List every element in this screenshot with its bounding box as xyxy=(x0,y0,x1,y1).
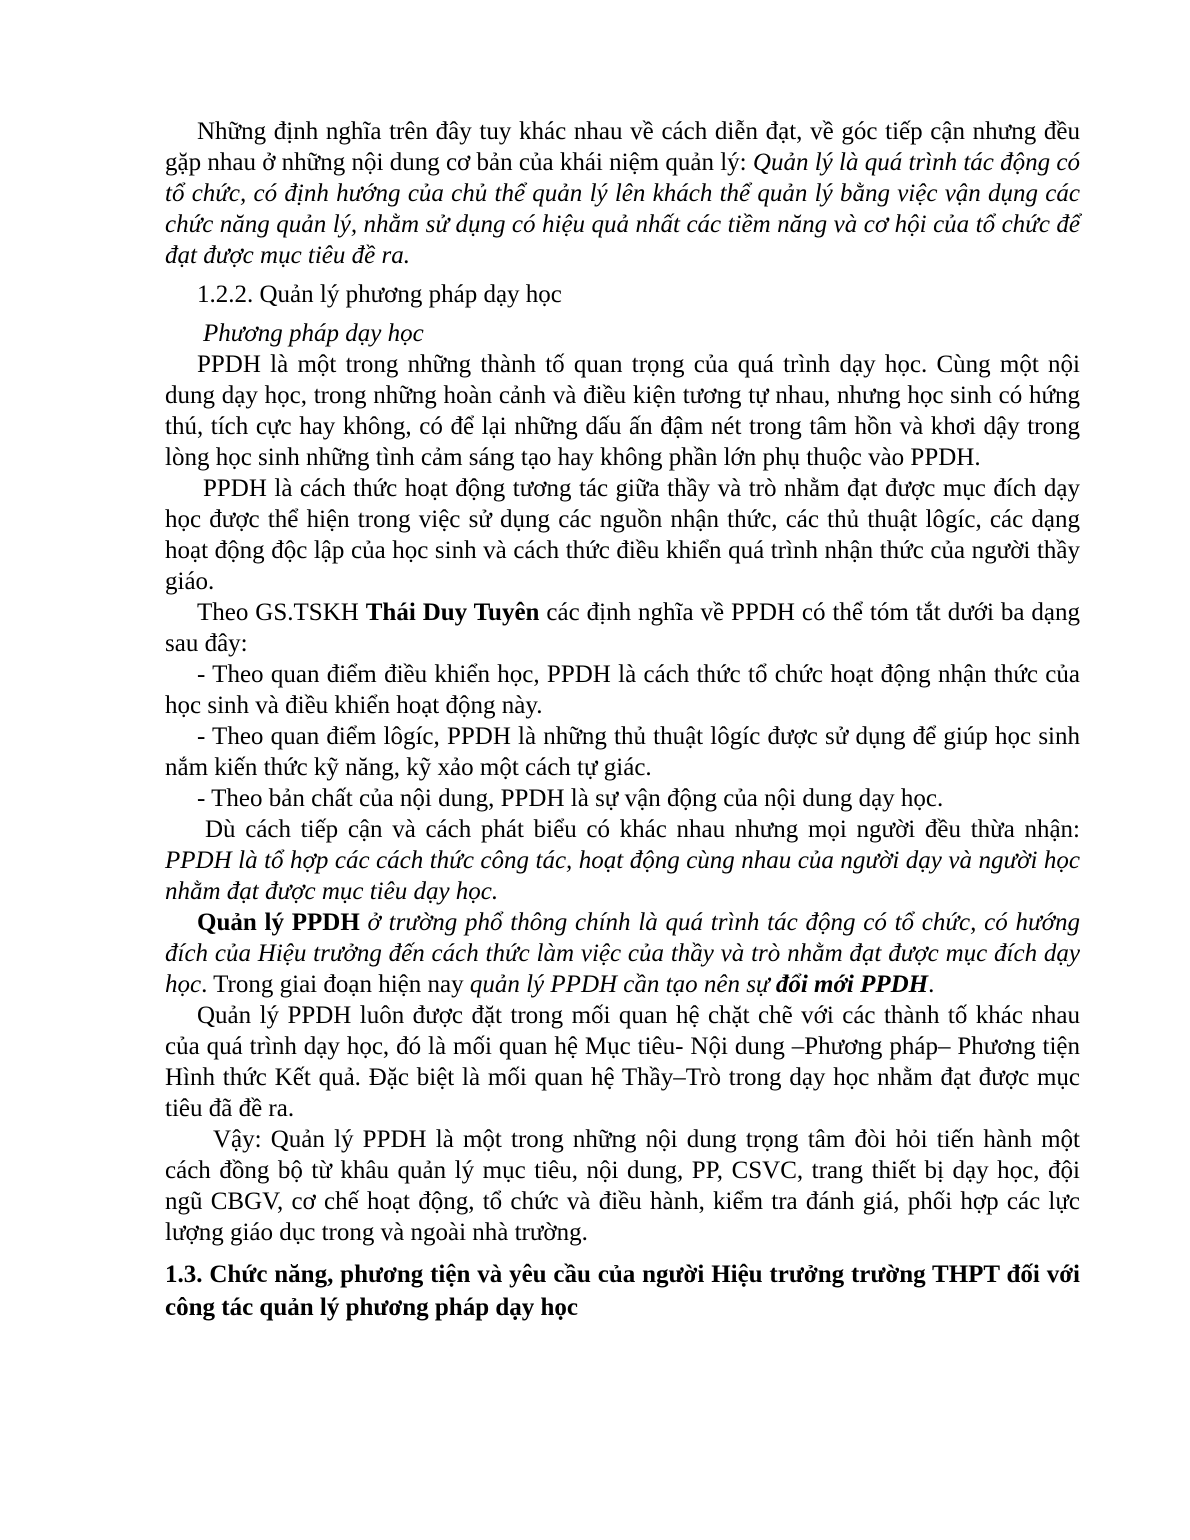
subheading-teaching-methods xyxy=(165,318,1080,349)
bullet-logic-view: - Theo quan điểm lôgíc, PPDH là những thủ thuật lôgíc được sử dụng để giúp học sinh nắm kiến thức kỹ năng, kỹ xảo một cách tự giác. xyxy=(165,723,1080,781)
paragraph-text: Theo GS.TSKH xyxy=(197,599,366,626)
emphasized-definition: Quản lý là quá trình tác động có tổ chức, có định hướng của chủ thể quản lý lên khách thể quản lý bằng việc vận dụng các chức năng quản lý, nhằm sử dụng có hiệu quả nhất các tiềm năng và cơ hội của tổ chức để đạt được mục tiêu đề ra. xyxy=(165,149,1080,269)
paragraph-text: các định nghĩa về PPDH có thể tóm tắt dưới ba dạng sau đây: xyxy=(165,599,1080,657)
emphasized-text: ở trường phổ thông chính là quá trình tác động có tổ chức, có hướng đích của Hiệu trưởng đến cách thức làm việc của thầy và trò nhằm đạt được mục đích dạy học xyxy=(165,909,1080,998)
section-heading-1-3: 1.3. Chức năng, phương tiện và yêu cầu của người Hiệu trưởng trường THPT đối với công tác quản lý phương pháp dạy học xyxy=(165,1261,1080,1321)
paragraph-consensus xyxy=(165,814,1080,907)
bullet-cybernetics-view: - Theo quan điểm điều khiển học, PPDH là cách thức tổ chức hoạt động nhận thức của học sinh và điều khiển hoạt động này. xyxy=(165,661,1080,719)
paragraph-text: Dù cách tiếp cận và cách phát biểu có khác nhau nhưng mọi người đều thừa nhận: xyxy=(205,816,1080,843)
paragraph-management-definition xyxy=(165,116,1080,271)
term-bold: Quản lý PPDH xyxy=(197,909,360,936)
paragraph-text: Những định nghĩa trên đây tuy khác nhau về cách diễn đạt, về góc tiếp cận nhưng đều gặp nhau ở những nội dung cơ bản của khái niệm quản lý: xyxy=(165,118,1080,176)
paragraph-text: . xyxy=(928,971,935,998)
term-bold-italic xyxy=(776,971,928,998)
paragraph-text: . Trong giai đoạn hiện nay xyxy=(201,971,470,998)
document-page xyxy=(165,116,1080,1324)
term-bold-italic-text: đổi mới PPDH xyxy=(775,971,929,998)
subheading-text: Phương pháp dạy học xyxy=(203,320,424,347)
paragraph-ppdh-importance: PPDH là một trong những thành tố quan trọng của quá trình dạy học. Cùng một nội dung dạy học, trong những hoàn cảnh và điều kiện tương tự nhau, nhưng học sinh có hứng thú, tích cực hay không, có để lại những dấu ấn đậm nét trong tâm hồn và khơi dậy trong lòng học sinh những tình cảm sáng tạo hay không phần lớn phụ thuộc vào PPDH. xyxy=(165,351,1080,471)
paragraph-ppdh-interaction: PPDH là cách thức hoạt động tương tác giữa thầy và trò nhằm đạt được mục đích dạy học được thể hiện trong việc sử dụng các nguồn nhận thức, các thủ thuật lôgíc, các dạng hoạt động độc lập của học sinh và cách thức điều khiển quá trình nhận thức của người thầy giáo. xyxy=(165,475,1080,595)
emphasized-text: quản lý PPDH cần tạo nên sự xyxy=(469,971,776,998)
paragraph-ppdh-management xyxy=(165,907,1080,1000)
bullet-content-view: - Theo bản chất của nội dung, PPDH là sự vận động của nội dung dạy học. xyxy=(197,785,944,812)
paragraph-relationships: Quản lý PPDH luôn được đặt trong mối quan hệ chặt chẽ với các thành tố khác nhau của quá trình dạy học, đó là mối quan hệ Mục tiêu- Nội dung –Phương pháp– Phương tiện Hình thức Kết quả. Đặc biệt là mối quan hệ Thầy–Trò trong dạy học nhằm đạt được mục tiêu đã đề ra. xyxy=(165,1002,1080,1122)
author-name: Thái Duy Tuyên xyxy=(365,599,540,626)
paragraph-definitions-intro xyxy=(165,597,1080,659)
paragraph-conclusion: Vậy: Quản lý PPDH là một trong những nội dung trọng tâm đòi hỏi tiến hành một cách đồng bộ từ khâu quản lý mục tiêu, nội dung, PP, CSVC, trang thiết bị dạy học, đội ngũ CBGV, cơ chế hoạt động, tổ chức và điều hành, kiểm tra đánh giá, phối hợp các lực lượng giáo dục trong và ngoài nhà trường. xyxy=(165,1126,1080,1246)
emphasized-definition: PPDH là tổ hợp các cách thức công tác, hoạt động cùng nhau của người dạy và người học nhằm đạt được mục tiêu dạy học. xyxy=(165,847,1080,905)
section-heading-1-2-2: 1.2.2. Quản lý phương pháp dạy học xyxy=(197,281,562,308)
